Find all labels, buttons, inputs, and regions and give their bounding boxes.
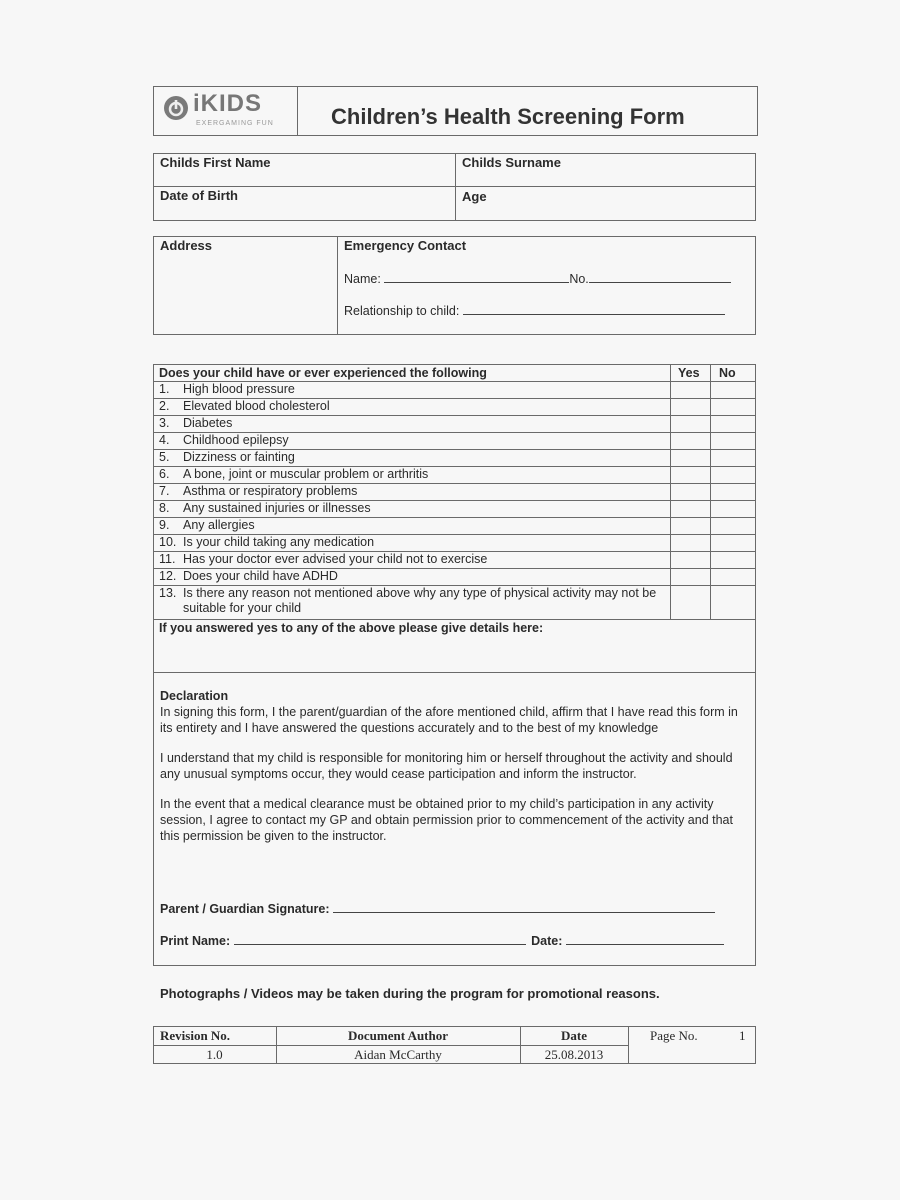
question-number: 12.	[159, 569, 177, 583]
signature-row	[160, 901, 715, 917]
divider	[337, 236, 338, 335]
question-number: 10.	[159, 535, 177, 549]
no-checkbox[interactable]	[712, 450, 754, 465]
question-text: Childhood epilepsy	[183, 433, 289, 447]
signature-input[interactable]	[333, 912, 715, 913]
no-checkbox[interactable]	[712, 399, 754, 414]
question-row	[159, 569, 664, 584]
divider	[628, 1026, 629, 1064]
question-number: 3.	[159, 416, 170, 430]
question-row	[159, 586, 664, 616]
yes-column-header: Yes	[678, 366, 700, 380]
divider	[297, 86, 298, 136]
emergency-name-row	[344, 271, 731, 287]
page-label: Page No.	[650, 1028, 698, 1043]
name-label: Name:	[344, 272, 381, 286]
details-input[interactable]	[155, 638, 753, 671]
question-text: Diabetes	[183, 416, 233, 430]
question-number: 9.	[159, 518, 170, 532]
question-row	[159, 484, 664, 499]
question-row	[159, 416, 664, 431]
yes-checkbox[interactable]	[672, 501, 709, 516]
question-text: Has your doctor ever advised your child not to exercise	[183, 552, 488, 566]
no-checkbox[interactable]	[712, 484, 754, 499]
address-field[interactable]: Address	[160, 238, 213, 253]
question-text: A bone, joint or muscular problem or arthritis	[183, 467, 429, 481]
signature-label: Parent / Guardian Signature:	[160, 902, 330, 916]
no-column-header: No	[719, 366, 736, 380]
date-input[interactable]	[566, 944, 724, 945]
relationship-row	[344, 303, 725, 319]
question-text: Any sustained injuries or illnesses	[183, 501, 371, 515]
surname-field[interactable]: Childs Surname	[462, 155, 561, 170]
question-number: 2.	[159, 399, 170, 413]
no-label: No.	[569, 272, 589, 286]
yes-checkbox[interactable]	[672, 416, 709, 431]
logo	[160, 91, 292, 131]
revision-label: Revision No.	[160, 1028, 231, 1043]
yes-checkbox[interactable]	[672, 484, 709, 499]
details-label: If you answered yes to any of the above please give details here:	[159, 621, 544, 635]
relationship-label: Relationship to child:	[344, 304, 460, 318]
page-title: Children’s Health Screening Form	[331, 104, 685, 129]
no-checkbox[interactable]	[712, 535, 754, 550]
date-label: Date:	[531, 934, 563, 948]
yes-checkbox[interactable]	[672, 399, 709, 414]
logo-text: iKIDS	[193, 90, 263, 117]
yes-checkbox[interactable]	[672, 535, 709, 550]
question-number: 8.	[159, 501, 170, 515]
divider	[710, 364, 711, 619]
divider	[455, 153, 456, 221]
question-row	[159, 552, 664, 567]
question-text: Any allergies	[183, 518, 255, 532]
relationship-input[interactable]	[463, 314, 725, 315]
yes-checkbox[interactable]	[672, 450, 709, 465]
yes-checkbox[interactable]	[672, 552, 709, 567]
divider	[670, 364, 671, 619]
question-number: 7.	[159, 484, 170, 498]
print-name-row	[160, 933, 724, 949]
emergency-name-input[interactable]	[384, 282, 569, 283]
declaration-paragraph: In the event that a medical clearance must be obtained prior to my child’s participation in any activity session, I agree to contact my GP and obtain permission prior to commencement of the activity and that this permission be given to the instructor.	[160, 797, 733, 843]
question-number: 4.	[159, 433, 170, 447]
author-label: Document Author	[347, 1028, 449, 1043]
no-checkbox[interactable]	[712, 416, 754, 431]
yes-checkbox[interactable]	[672, 467, 709, 482]
question-row	[159, 433, 664, 448]
declaration	[160, 688, 750, 858]
no-checkbox[interactable]	[712, 433, 754, 448]
first-name-field[interactable]: Childs First Name	[160, 155, 271, 170]
no-checkbox[interactable]	[712, 467, 754, 482]
question-text: Dizziness or fainting	[183, 450, 295, 464]
no-checkbox[interactable]	[712, 552, 754, 567]
question-row	[159, 501, 664, 516]
question-row	[159, 535, 664, 550]
photo-notice: Photographs / Videos may be taken during the program for promotional reasons.	[160, 986, 660, 1001]
yes-checkbox[interactable]	[672, 586, 709, 618]
footer-date-value: 25.08.2013	[544, 1047, 604, 1062]
yes-checkbox[interactable]	[672, 518, 709, 533]
question-number: 13.	[159, 586, 177, 600]
question-row	[159, 399, 664, 414]
footer-date-label: Date	[561, 1028, 587, 1043]
no-checkbox[interactable]	[712, 586, 754, 618]
question-number: 1.	[159, 382, 170, 396]
question-number: 11.	[159, 552, 176, 566]
divider	[153, 672, 755, 673]
question-number: 5.	[159, 450, 170, 464]
declaration-title: Declaration	[160, 689, 229, 703]
divider	[153, 1045, 628, 1046]
no-checkbox[interactable]	[712, 569, 754, 584]
question-text: Elevated blood cholesterol	[183, 399, 330, 413]
author-value: Aidan McCarthy	[354, 1047, 442, 1062]
print-name-label: Print Name:	[160, 934, 231, 948]
question-text: Asthma or respiratory problems	[183, 484, 358, 498]
question-text: Is there any reason not mentioned above why any type of physical activity may not be suitable for your child	[183, 586, 657, 615]
yes-checkbox[interactable]	[672, 433, 709, 448]
emergency-number-input[interactable]	[589, 282, 731, 283]
page-number: 1	[739, 1028, 746, 1043]
question-text: Is your child taking any medication	[183, 535, 375, 549]
emergency-contact-label: Emergency Contact	[344, 238, 467, 253]
revision-value: 1.0	[206, 1047, 223, 1062]
question-number: 6.	[159, 467, 170, 481]
logo-tagline: EXERGAMING FUN	[196, 120, 274, 127]
no-checkbox[interactable]	[712, 501, 754, 516]
no-checkbox[interactable]	[712, 518, 754, 533]
yes-checkbox[interactable]	[672, 382, 709, 397]
dob-field[interactable]: Date of Birth	[160, 188, 238, 203]
yes-checkbox[interactable]	[672, 569, 709, 584]
declaration-paragraph: I understand that my child is responsible for monitoring him or herself throughout the activity and should any unusual symptoms occur, they would cease participation and inform the instructor.	[160, 751, 733, 781]
question-row	[159, 467, 664, 482]
question-text: High blood pressure	[183, 382, 295, 396]
print-name-input[interactable]	[234, 944, 526, 945]
declaration-paragraph: In signing this form, I the parent/guardian of the afore mentioned child, affirm that I have read this form in its entirety and I have answered the questions accurately and to the best of my knowledge	[160, 705, 738, 735]
power-icon	[162, 94, 190, 122]
question-row	[159, 518, 664, 533]
divider	[153, 619, 755, 620]
no-checkbox[interactable]	[712, 382, 754, 397]
question-row	[159, 382, 664, 397]
question-text: Does your child have ADHD	[183, 569, 338, 583]
question-row	[159, 450, 664, 465]
age-field[interactable]: Age	[462, 189, 487, 204]
questions-header: Does your child have or ever experienced the following	[159, 366, 487, 380]
